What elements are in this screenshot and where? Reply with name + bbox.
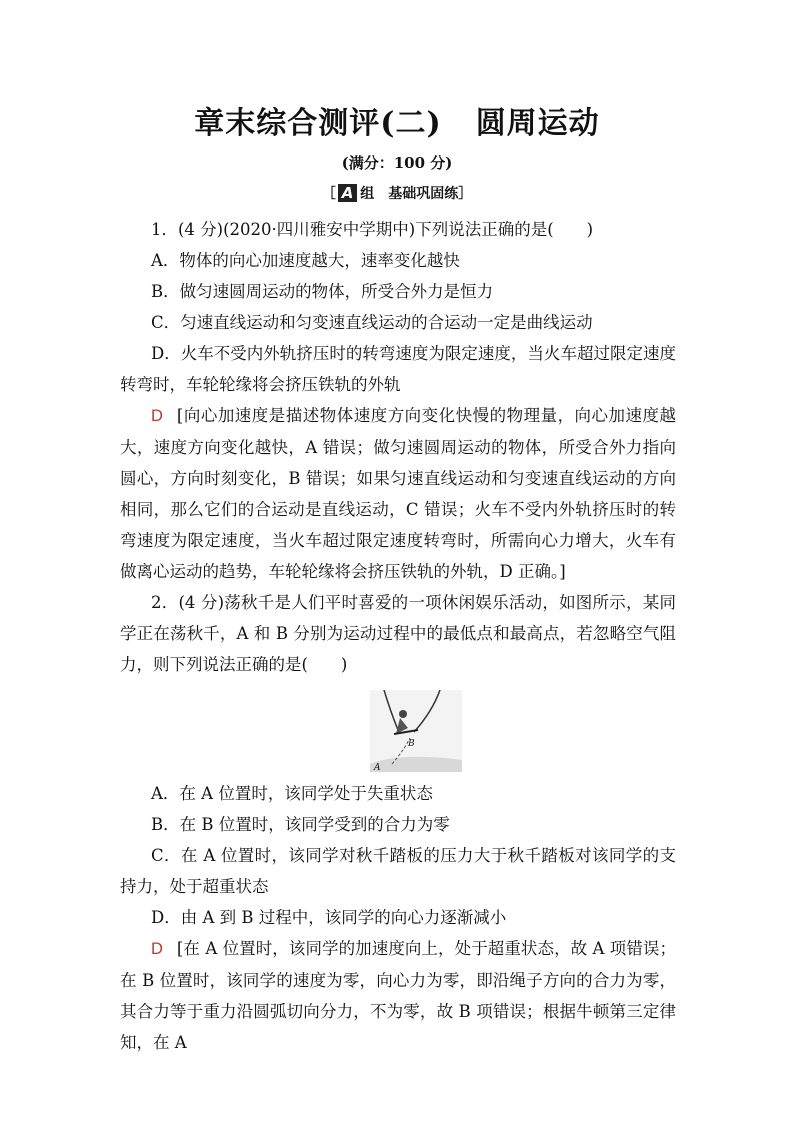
q2-answer-block [120, 933, 676, 1058]
q2-option-c: C．在 A 位置时，该同学对秋千踏板的压力大于秋千踏板对该同学的支持力，处于超重状态 [120, 846, 676, 896]
person-head [399, 710, 407, 718]
q2-option-a: A．在 A 位置时，该同学处于失重状态 [151, 784, 433, 803]
q1-explanation: [向心加速度是描述物体速度方向变化快慢的物理量，向心加速度越大，速度方向变化越快，A 错误；做匀速圆周运动的物体，所受合外力指向圆心，方向时刻变化，B 错误；如果匀速直线运动和匀变速直线运动的方向相同，那么它们的合运动是直线运动，C 错误；火车不受内外轨挤压时的转弯速度为限定速度，当火车超过限定速度转弯时，所需向心力增大，火车有做离心运动的趋势，车轮轮缘将会挤压铁轨的外轨，D 正确。] [120, 406, 676, 581]
q1-answer-block [120, 400, 676, 587]
title-part1: 章末综合测评(二) [194, 106, 442, 141]
q2-option-d: D．由 A 到 B 过程中，该同学的向心力逐渐减小 [151, 908, 507, 927]
q2-answer: D [151, 940, 163, 958]
page-title [0, 98, 794, 142]
q1-stem: 1．(4 分)(2020·四川雅安中学期中)下列说法正确的是( ) [151, 220, 594, 239]
q1-option-a: A．物体的向心加速度越大，速率变化越快 [151, 251, 460, 270]
q1-option-d: D．火车不受内外轨挤压时的转弯速度为限定速度，当火车超过限定速度转弯时，车轮轮缘将会挤压铁轨的外轨 [120, 344, 676, 394]
q1-answer: D [151, 407, 163, 425]
title-part2: 圆周运动 [475, 106, 600, 141]
question-content [120, 214, 676, 1058]
q1-option-c: C．匀速直线运动和匀变速直线运动的合运动一定是曲线运动 [151, 313, 593, 332]
group-letter-badge: A [338, 184, 358, 202]
q2-stem: 2．(4 分)荡秋千是人们平时喜爱的一项休闲娱乐活动，如图所示，某同学正在荡秋千，A 和 B 分别为运动过程中的最低点和最高点，若忽略空气阻力，则下列说法正确的是( ) [120, 593, 676, 674]
full-score: (满分：100 分) [341, 154, 453, 172]
group-label: 组 基础巩固练 [360, 186, 459, 202]
swing-figure [120, 690, 676, 772]
q2-option-b: B．在 B 位置时，该同学受到的合力为零 [151, 815, 450, 834]
figure-label-a: A [374, 763, 381, 772]
figure-label-b: B [408, 739, 415, 749]
swing-image [370, 690, 462, 772]
q2-explanation: [在 A 位置时，该同学的加速度向上，处于超重状态，故 A 项错误；在 B 位置时，该同学的速度为零，向心力为零，即沿绳子方向的合力为零，其合力等于重力沿圆弧切向分力，不为零，故 B 项错误；根据牛顿第三定律知，在 A [120, 939, 676, 1052]
group-heading: ［ A 组 基础巩固练］ [321, 184, 473, 202]
q1-option-b: B．做匀速圆周运动的物体，所受合外力是恒力 [151, 282, 494, 301]
